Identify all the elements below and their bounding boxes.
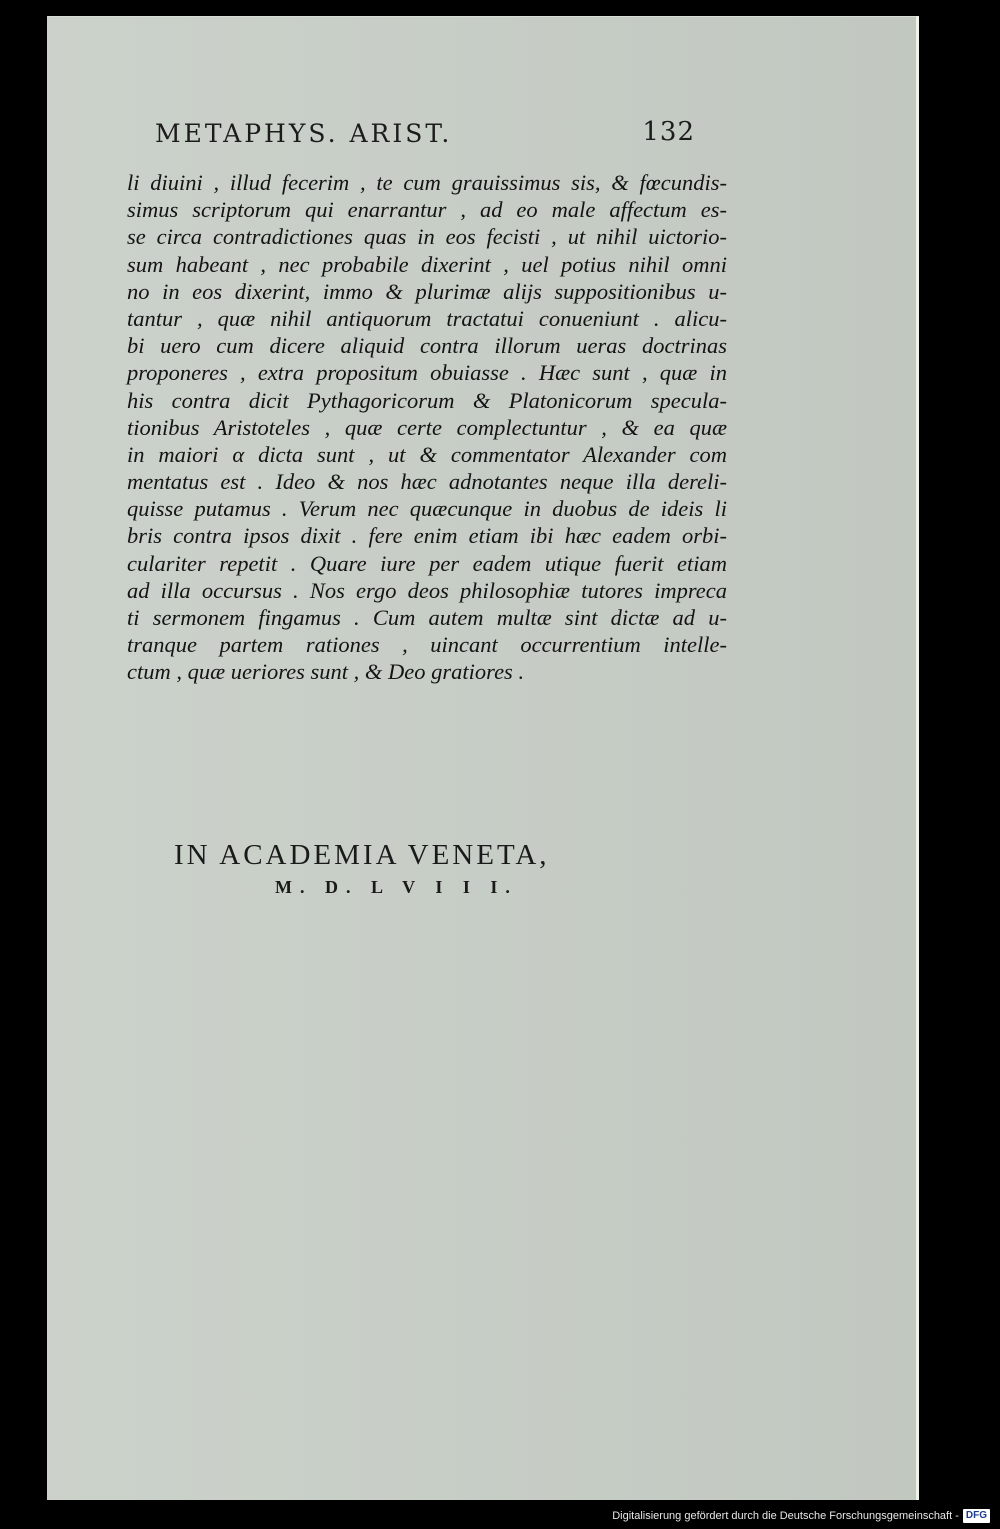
text-line: se circa contradictiones quas in eos fecisti , ut nihil uictorio- bbox=[127, 224, 727, 250]
dfg-logo-icon: DFG bbox=[963, 1509, 990, 1523]
text-line: tionibus Aristoteles , quæ certe complectuntur , & ea quæ bbox=[127, 414, 727, 440]
text-line: mentatus est . Ideo & nos hæc adnotantes neque illa dereli- bbox=[127, 469, 727, 495]
body-text bbox=[127, 169, 727, 686]
text-line: tranque partem rationes , uincant occurrentium intelle- bbox=[127, 632, 727, 658]
text-line: bris contra ipsos dixit . fere enim etiam ibi hæc eadem orbi- bbox=[127, 523, 727, 549]
text-line: sum habeant , nec probabile dixerint , uel potius nihil omni bbox=[127, 251, 727, 277]
text-line: culariter repetit . Quare iure per eadem utique fuerit etiam bbox=[127, 550, 727, 576]
text-line: proponeres , extra propositum obuiasse . Hæc sunt , quæ in bbox=[127, 360, 727, 386]
text-line: ad illa occursus . Nos ergo deos philosophiæ tutores impreca bbox=[127, 577, 727, 603]
running-title: METAPHYS. ARIST. bbox=[155, 119, 453, 148]
text-line: tantur , quæ nihil antiquorum tractatui conueniunt . alicu- bbox=[127, 305, 727, 331]
text-line: simus scriptorum qui enarrantur , ad eo male affectum es- bbox=[127, 197, 727, 223]
text-line: in maiori α dicta sunt , ut & commentator Alexander com bbox=[127, 441, 727, 467]
text-line: ti sermonem fingamus . Cum autem multæ sint dictæ ad u- bbox=[127, 605, 727, 630]
page-number: 132 bbox=[642, 117, 695, 147]
credit-text: Digitalisierung gefördert durch die Deutsche Forschungsgemeinschaft - bbox=[612, 1510, 959, 1522]
text-line: no in eos dixerint, immo & plurimæ alijs suppositionibus u- bbox=[127, 278, 727, 304]
page-header bbox=[155, 115, 695, 161]
book-page bbox=[47, 16, 919, 1500]
imprint-year: M. D. L V I I I. bbox=[275, 877, 518, 897]
text-line: bi uero cum dicere aliquid contra illorum ueras doctrinas bbox=[127, 333, 727, 359]
digitization-credit bbox=[612, 1508, 990, 1524]
text-line: li diuini , illud fecerim , te cum grauissimus sis, & fœcundis- bbox=[127, 170, 727, 195]
text-line: ctum , quæ ueriores sunt , & Deo gratiores . bbox=[127, 659, 525, 685]
imprint-place: IN ACADEMIA VENETA, bbox=[174, 839, 550, 871]
text-line: quisse putamus . Verum nec quæcunque in duobus de ideis li bbox=[127, 496, 727, 522]
text-line: his contra dicit Pythagoricorum & Platonicorum specula- bbox=[127, 387, 727, 413]
